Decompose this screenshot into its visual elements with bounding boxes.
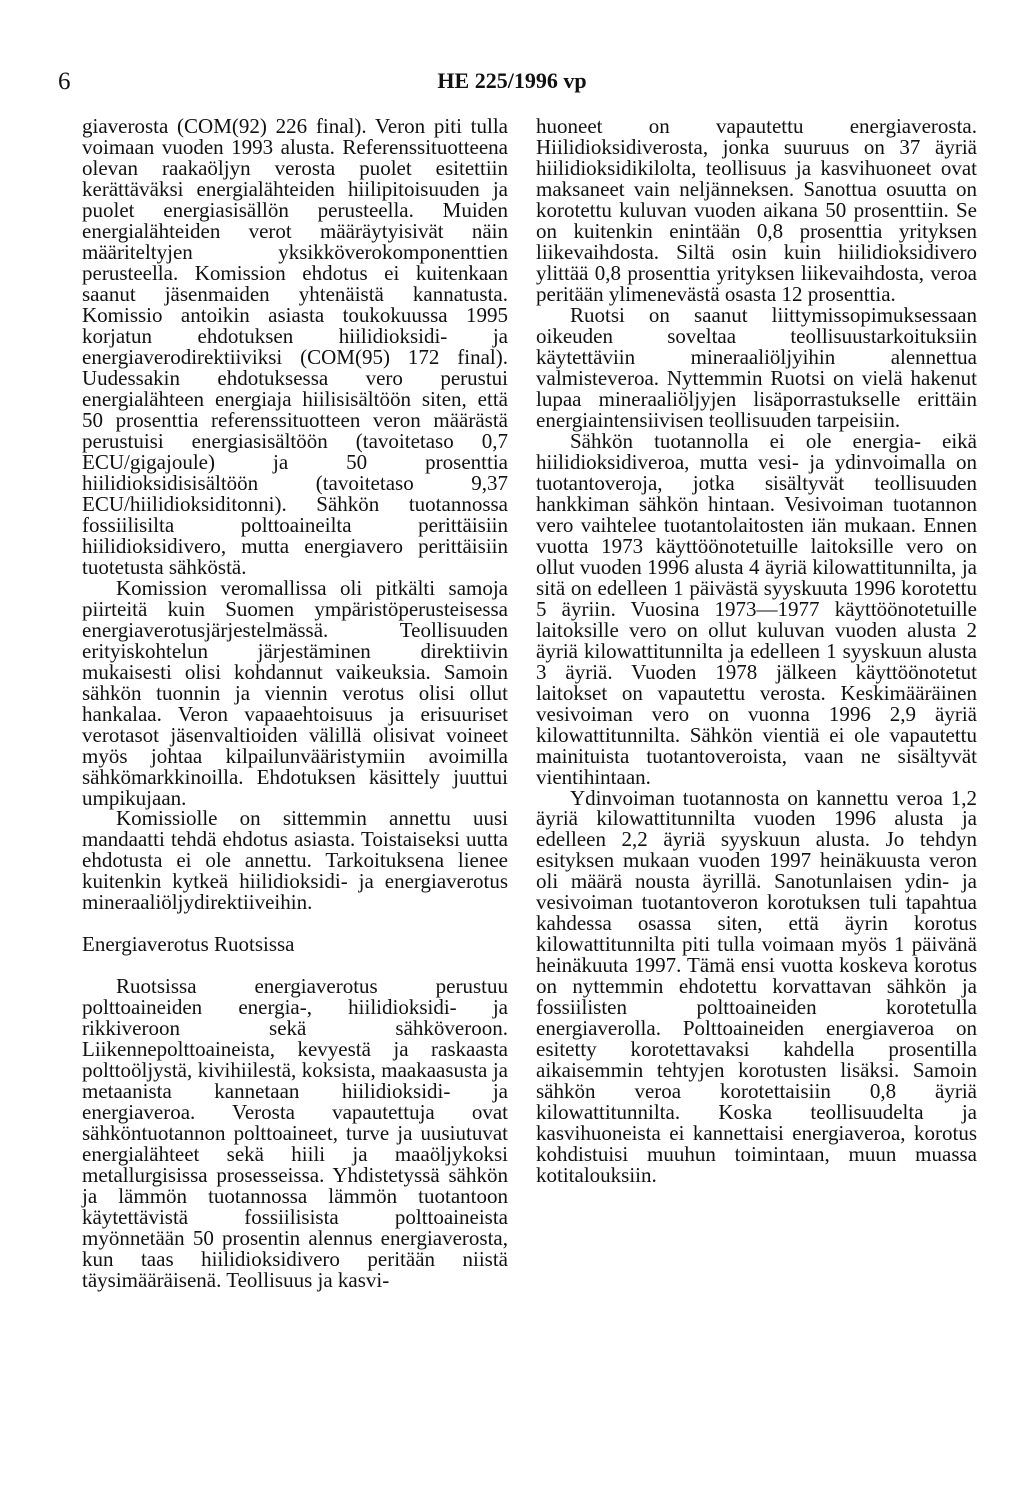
spacer xyxy=(82,913,508,934)
paragraph: huoneet on vapautettu energiaverosta. Hiilidioksidiverosta, jonka suuruus on 37 äyriä hiilidioksidikilolta, teollisuus ja kasvihuoneet ovat maksaneet vain neljänneksen. Sanottua osuutta on korotettu kuluvan vuoden aikana 50 prosenttiin. Se on kuitenkin enintään 0,8 prosenttia yrityksen liikevaihdosta. Siltä osin kuin hiilidioksidivero ylittää 0,8 prosenttia yrityksen liikevaihdosta, veroa peritään ylimenevästä osasta 12 prosenttia. xyxy=(536,114,977,306)
document-id: HE 225/1996 vp xyxy=(437,68,587,93)
spacer xyxy=(82,955,508,976)
paragraph: giaverosta (COM(92) 226 final). Veron piti tulla voimaan vuoden 1993 alusta. Referenssituotteena olevan raakaöljyn verosta puolet esitettiin kerättäväksi energialähteiden hiilipitoisuuden ja puolet energiasisällön perusteella. Muiden energialähteiden verot määräytyisivät näin määriteltyjen yksikköverokomponenttien perusteella. Komission ehdotus ei kuitenkaan saanut jäsenmaiden yhtenäistä kannatusta. Komissio antoikin asiasta toukokuussa 1995 korjatun ehdotuksen hiilidioksidi- ja energiaverodirektiiviksi (COM(95) 172 final). Uudessakin ehdotuksessa vero perustui energialähteen energiaja hiilisisältöön siten, että 50 prosenttia referenssituotteen veron määrästä perustuisi energiasisältöön (tavoitetaso 0,7 ECU/gigajoule) ja 50 prosenttia hiilidioksidisisältöön (tavoitetaso 9,37 ECU/hiilidioksiditonni). Sähkön tuotannossa fossiilisilta polttoaineilta perittäisiin hiilidioksidivero, mutta energiavero perittäisiin tuotetusta sähköstä. xyxy=(82,114,508,579)
section-heading: Energiaverotus Ruotsissa xyxy=(82,932,295,957)
right-column xyxy=(536,116,977,1186)
paragraph: Komission veromallissa oli pitkälti samoja piirteitä kuin Suomen ympäristöperusteisessa energiaverotusjärjestelmässä. Teollisuuden erityiskohtelun järjestäminen direktiivin mukaisesti olisi kohdannut vaikeuksia. Samoin sähkön tuonnin ja viennin verotus olisi ollut hankalaa. Veron vapaaehtoisuus ja erisuuriset verotasot jäsenvaltioiden välillä olisivat voineet myös johtaa kilpailunvääristymiin avoimilla sähkömarkkinoilla. Ehdotuksen käsittely juuttui umpikujaan. xyxy=(82,575,508,810)
page-header xyxy=(0,68,1024,98)
paragraph: Komissiolle on sittemmin annettu uusi mandaatti tehdä ehdotus asiasta. Toistaiseksi uutta ehdotusta ei ole annettu. Tarkoituksena lienee kuitenkin kytkeä hiilidioksidi- ja energiaverotus mineraaliöljydirektiiveihin. xyxy=(82,806,508,915)
paragraph: Sähkön tuotannolla ei ole energia- eikä hiilidioksidiveroa, mutta vesi- ja ydinvoimalla on tuotantoveroja, jotka sisältyvät teollisuuden hankkiman sähkön hintaan. Vesivoiman tuotannon vero vaihtelee tuotantolaitosten iän mukaan. Ennen vuotta 1973 käyttöönotetuille laitoksille vero on ollut vuoden 1996 alusta 4 äyriä kilowattitunnilta, ja sitä on edelleen 1 päivästä syyskuuta 1996 korotettu 5 äyriin. Vuosina 1973—1977 käyttöönotetuille laitoksille vero on ollut kuluvan vuoden alusta 2 äyriä kilowattitunnilta ja edelleen 1 syyskuun alusta 3 äyriä. Vuoden 1978 jälkeen käyttöönotetut laitokset on vapautettu verosta. Keskimääräinen vesivoiman vero on vuonna 1996 2,9 äyriä kilowattitunnilta. Sähkön vientiä ei ole vapautettu mainituista tuotantoveroista, vaan ne sisältyvät vientihintaan. xyxy=(536,428,977,789)
paragraph: Ruotsi on saanut liittymissopimuksessaan oikeuden soveltaa teollisuustarkoituksiin käytettäviin mineraaliöljyihin alennettua valmisteveroa. Nyttemmin Ruotsi on vielä hakenut lupaa mineraaliöljyjen lisäporrastukselle erittäin energiaintensiivisen teollisuuden tarpeisiin. xyxy=(536,302,977,432)
paragraph: Ydinvoiman tuotannosta on kannettu veroa 1,2 äyriä kilowattitunnilta vuoden 1996 alusta ja edelleen 2,2 äyriä syyskuun alusta. Jo tehdyn esityksen mukaan vuoden 1997 heinäkuusta veron oli määrä nousta äyrillä. Sanotunlaisen ydin- ja vesivoiman tuotantoveron korotuksen tuli tapahtua kahdessa osassa siten, että äyrin korotus kilowattitunnilta piti tulla voimaan myös 1 päivänä heinäkuuta 1997. Tämä ensi vuotta koskeva korotus on nyttemmin ehdotettu korvattavan sähkön ja fossiilisten polttoaineiden korotetulla energiaverolla. Polttoaineiden energiaveroa on esitetty korotettavaksi kahdella prosentilla aikaisemmin tehtyjen korotusten lisäksi. Samoin sähkön veroa korotettaisiin 0,8 äyriä kilowattitunnilta. Koska teollisuudelta ja kasvihuoneista ei kannettaisi energiaveroa, korotus kohdistuisi muuhun toimintaan, muun muassa kotitalouksiin. xyxy=(536,785,977,1188)
paragraph: Ruotsissa energiaverotus perustuu polttoaineiden energia-, hiilidioksidi- ja rikkiveroon sekä sähköveroon. Liikennepolttoaineista, kevyestä ja raskaasta polttoöljystä, kivihiilestä, koksista, maakaasusta ja metaanista kannetaan hiilidioksidi- ja energiaveroa. Verosta vapautettuja ovat sähköntuotannon polttoaineet, turve ja uusiutuvat energialähteet sekä hiili ja maaöljykoksi metallurgisissa prosesseissa. Yhdistetyssä sähkön ja lämmön tuotannossa lämmön tuotantoon käytettävistä fossiilisista polttoaineista myönnetään 50 prosentin alennus energiaverosta, kun taas hiilidioksidivero peritään niistä täysimääräisenä. Teollisuus ja kasvi- xyxy=(82,974,508,1293)
page-number: 6 xyxy=(58,68,71,95)
left-column xyxy=(82,116,508,1291)
